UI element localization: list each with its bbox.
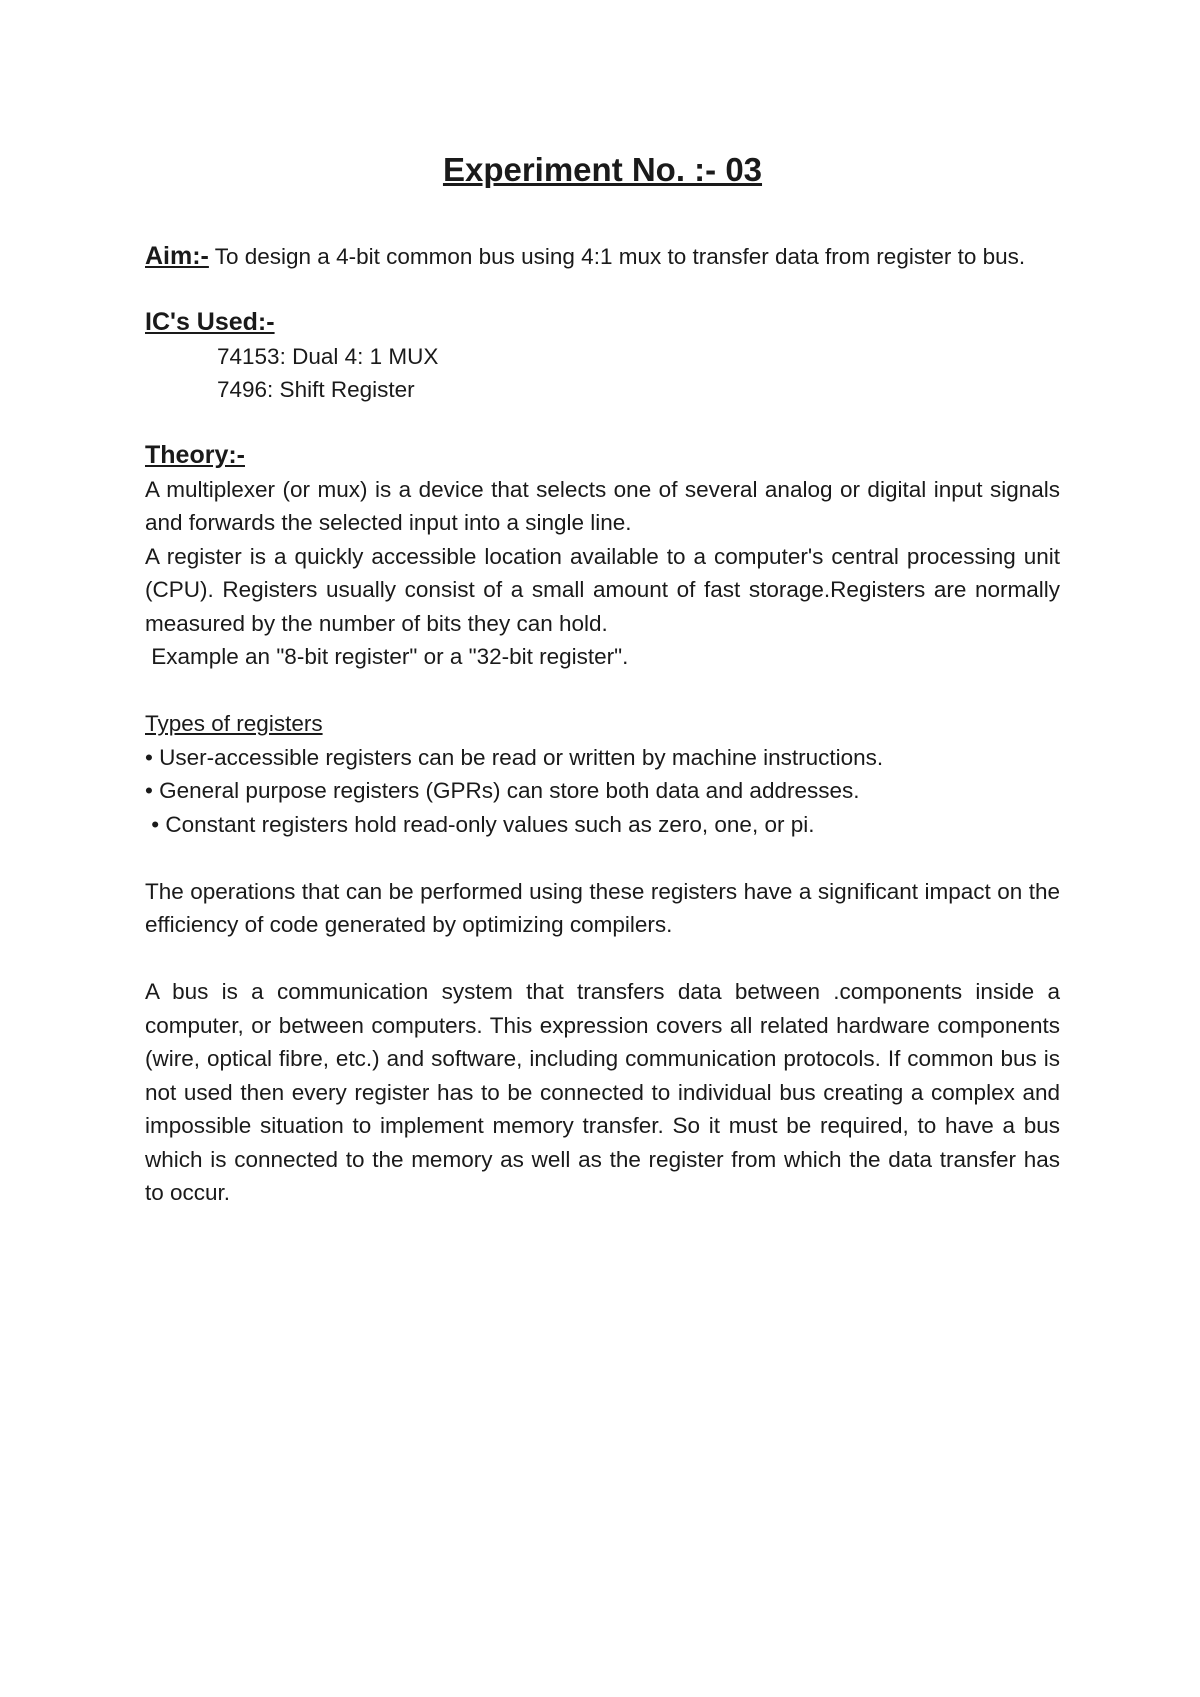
aim-label: Aim:- (145, 242, 209, 270)
register-type-item: • User-accessible registers can be read or written by machine instructions. (145, 744, 884, 770)
aim-paragraph (145, 240, 1060, 274)
aim-text: To design a 4-bit common bus using 4:1 mux to transfer data from register to bus. (208, 244, 1026, 269)
register-type-item: • General purpose registers (GPRs) can store both data and addresses. (145, 778, 860, 803)
theory-heading: Theory:- (145, 440, 245, 469)
document-body (145, 140, 1060, 1210)
spacer (145, 841, 1060, 875)
spacer (145, 942, 1060, 976)
mux-paragraph: A multiplexer (or mux) is a device that selects one of several analog or digital input signals and forwards the selected input into a single line. (145, 476, 1060, 535)
spacer (145, 674, 1060, 708)
ics-list (145, 340, 1060, 407)
ics-item: 7496: Shift Register (217, 377, 415, 402)
register-paragraph: A register is a quickly accessible location available to a computer's central processing unit (CPU). Registers usually consist of a small amount of fast storage.Registers are normally measured by the number of bits they can hold. (145, 543, 1060, 636)
operations-paragraph: The operations that can be performed using these registers have a significant impact on the efficiency of code generated by optimizing compilers. (145, 878, 1060, 937)
types-heading: Types of registers (145, 711, 323, 736)
ics-item: 74153: Dual 4: 1 MUX (217, 343, 439, 369)
ics-heading: IC's Used:- (145, 307, 275, 336)
register-example: Example an "8-bit register" or a "32-bit register". (145, 644, 629, 669)
bus-paragraph: A bus is a communication system that transfers data between .components inside a computer, or between computers. This expression covers all related hardware components (wire, optical fibre, etc.) and software, including communication protocols. If common bus is not used then every register has to be connected to individual bus creating a complex and impossible situation to implement memory transfer. So it must be required, to have a bus which is connected to the memory as well as the register from which the data transfer has to occur. (145, 979, 1060, 1205)
register-types-list (145, 741, 1060, 842)
page-title: Experiment No. :- 03 (442, 151, 763, 188)
register-type-item: • Constant registers hold read-only values such as zero, one, or pi. (145, 811, 815, 837)
